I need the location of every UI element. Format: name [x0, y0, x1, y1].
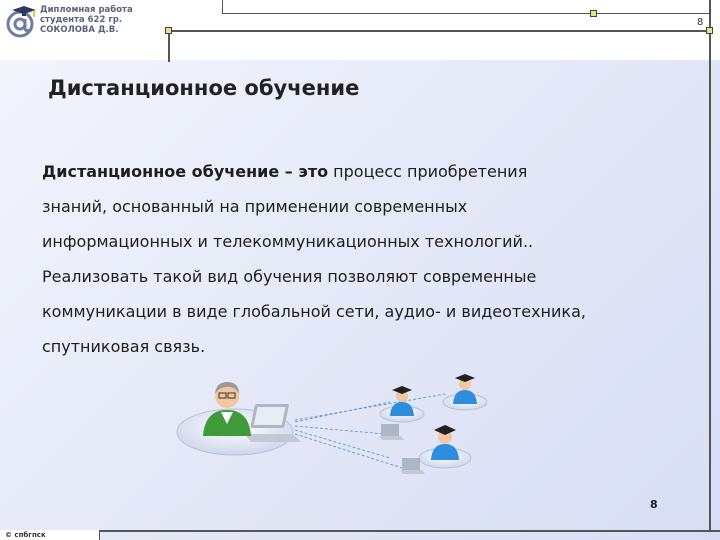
frame-marker [706, 27, 713, 34]
logo-line: СОКОЛОВА Д.В. [40, 25, 119, 35]
body-line: знаний, основанный на применении современных [42, 197, 468, 216]
definition-connector: – это [279, 162, 329, 181]
slide-body [42, 154, 662, 364]
footer-line [0, 530, 720, 532]
logo-line: Дипломная работа [40, 5, 133, 15]
distance-learning-illustration [175, 372, 505, 492]
slide-title: Дистанционное обучение [48, 76, 360, 100]
body-line: информационных и телекоммуникационных технологий.. [42, 232, 534, 251]
body-text: процесс приобретения [328, 162, 528, 181]
frame-marker [165, 27, 172, 34]
body-line: Реализовать такой вид обучения позволяют современные [42, 267, 537, 286]
frame-marker [590, 10, 597, 17]
definition-term: Дистанционное обучение [42, 162, 280, 181]
page-number-bottom: 8 [650, 498, 658, 511]
student-icon [443, 374, 487, 410]
frame-divider [168, 30, 710, 32]
logo-icon [4, 4, 40, 40]
copyright: © спбгпск [5, 531, 46, 539]
frame-divider-vertical [168, 30, 170, 62]
laptop-icon [379, 424, 404, 440]
body-line: спутниковая связь. [42, 337, 206, 356]
body-line [42, 154, 662, 189]
teacher-laptop-icon [177, 382, 301, 455]
frame-right [709, 0, 711, 530]
student-icon [419, 425, 471, 468]
body-line: коммуникации в виде глобальной сети, аудио- и видеотехника, [42, 302, 586, 321]
logo-text [40, 5, 133, 35]
frame-top [222, 0, 710, 14]
logo-line: студента 622 гр. [40, 15, 123, 25]
page-number-top: 8 [697, 17, 704, 28]
